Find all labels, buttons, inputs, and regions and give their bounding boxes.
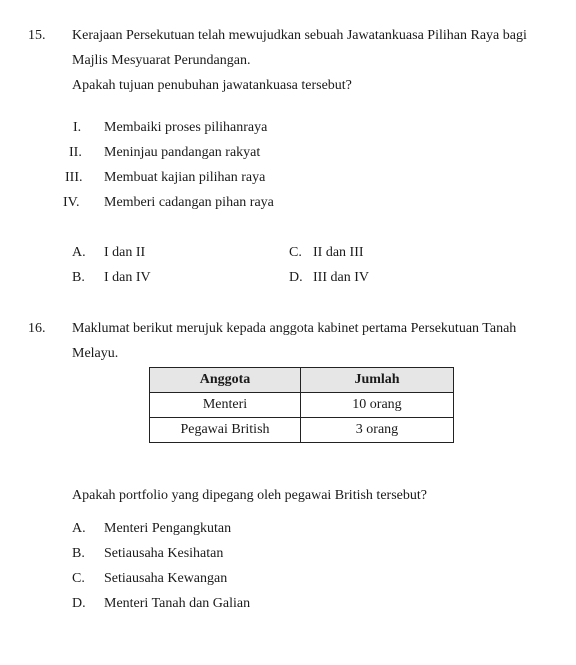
table-header-row — [150, 368, 454, 393]
option-a-label: A. — [72, 521, 86, 536]
question-15-number: 15. — [28, 28, 46, 43]
option-c-label: C. — [289, 245, 302, 260]
option-b-label: B. — [72, 546, 85, 561]
question-15-stem-line-2: Majlis Mesyuarat Perundangan. — [72, 53, 251, 68]
table-cell: 3 orang — [301, 418, 454, 443]
option-a-text[interactable]: Menteri Pengangkutan — [104, 521, 232, 536]
option-b-text[interactable]: Setiausaha Kesihatan — [104, 546, 224, 561]
statement-label: II. — [69, 145, 82, 160]
statement-label: I. — [73, 120, 82, 135]
table-cell: Pegawai British — [150, 418, 301, 443]
question-16-stem-line-1: Maklumat berikut merujuk kepada anggota kabinet pertama Persekutuan Tanah — [72, 321, 517, 336]
option-d-text[interactable]: III dan IV — [313, 270, 369, 285]
option-b-text[interactable]: I dan IV — [104, 270, 151, 285]
cabinet-members-table — [149, 367, 454, 443]
option-d-label: D. — [289, 270, 303, 285]
question-16-number: 16. — [28, 321, 46, 336]
statement-text: Memberi cadangan pihan raya — [104, 195, 274, 210]
table-cell: Menteri — [150, 393, 301, 418]
statement-label: III. — [65, 170, 83, 185]
question-16-stem-line-2: Melayu. — [72, 346, 119, 361]
question-15-stem-line-1: Kerajaan Persekutuan telah mewujudkan sebuah Jawatankuasa Pilihan Raya bagi — [72, 28, 527, 43]
table-header-anggota: Anggota — [150, 368, 301, 393]
question-15-prompt: Apakah tujuan penubuhan jawatankuasa tersebut? — [72, 78, 352, 93]
table-cell: 10 orang — [301, 393, 454, 418]
option-a-label: A. — [72, 245, 86, 260]
table-header-jumlah: Jumlah — [301, 368, 454, 393]
option-c-text[interactable]: II dan III — [313, 245, 364, 260]
option-d-text[interactable]: Menteri Tanah dan Galian — [104, 596, 251, 611]
option-c-label: C. — [72, 571, 85, 586]
option-d-label: D. — [72, 596, 86, 611]
statement-text: Membuat kajian pilihan raya — [104, 170, 266, 185]
question-16-prompt: Apakah portfolio yang dipegang oleh pegawai British tersebut? — [72, 488, 427, 503]
statement-label: IV. — [63, 195, 80, 210]
statement-text: Meninjau pandangan rakyat — [104, 145, 261, 160]
option-c-text[interactable]: Setiausaha Kewangan — [104, 571, 228, 586]
option-a-text[interactable]: I dan II — [104, 245, 146, 260]
table-row — [150, 393, 454, 418]
table-row — [150, 418, 454, 443]
statement-text: Membaiki proses pilihanraya — [104, 120, 268, 135]
option-b-label: B. — [72, 270, 85, 285]
